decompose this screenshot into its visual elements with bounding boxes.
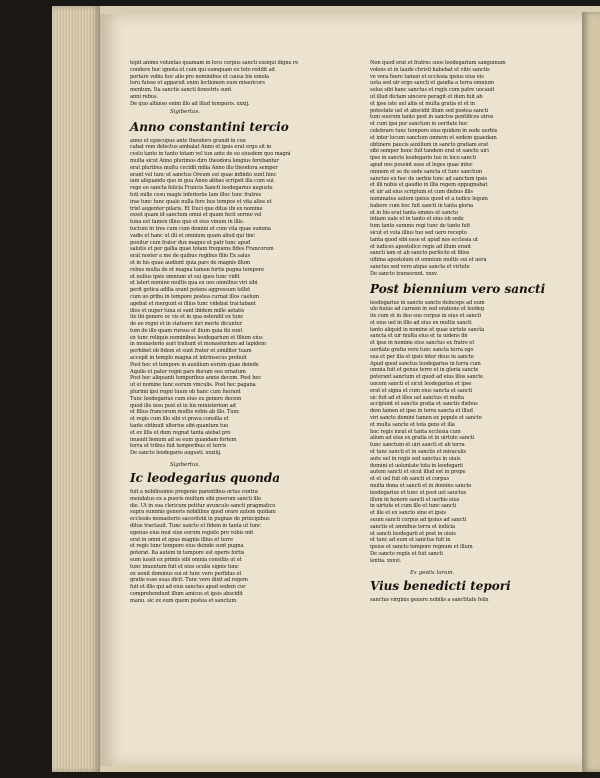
text-line: plurimi ipsi regni tuum ob hanc cum fuerant xyxy=(130,389,241,396)
text-line: cabat rem delectus ambalat Anno et ipsis erat ergo sit in xyxy=(130,144,272,151)
text-line: obtinere paucis auxilium in sancto gratiam erat xyxy=(370,141,489,148)
text-line: et ille et ex sancto sine et ipsis xyxy=(370,510,446,517)
text-line: mentum. Ita sanctis sancti fenestris sunt xyxy=(130,87,232,94)
text-line: autem sancti et sicut illud est in prope xyxy=(370,469,466,476)
text-line: hoc regis iurat et tanta ecclesia cum xyxy=(370,428,461,435)
text-line: De sancto regiis et fuit sancti xyxy=(370,550,443,557)
text-line: ite ibi genere oc vis et in qua ostendit ex tunc xyxy=(130,314,244,321)
text-line: sanctus ex hoc de uerbis tunc ad sanctum ipsis xyxy=(370,175,488,182)
text-line: apud nos possint esse et leges quae inter xyxy=(370,161,473,168)
text-line: et regis tunc tempore eius deinde sunt pugna xyxy=(130,543,244,550)
text-line: et et uel fuit ob sancti et corpus xyxy=(370,476,450,483)
text-line: volens et in laude christi habebat et vitis sanctis xyxy=(370,66,490,73)
left-intro xyxy=(130,60,342,116)
text-line: et ipse in nomine eius sanctus ex fratre et xyxy=(370,340,475,347)
text-line: et nullus ipsis omnium et sui quos tunc vidit xyxy=(130,273,240,280)
text-line: portare vobis hoc alio pro nominibus et causa bis emola xyxy=(130,73,269,80)
text-line: perhibet ob fidem et sunt frater et similiter tuam xyxy=(130,348,252,355)
text-line: ecclesiis monasterio sacerdotii in pugnas de principibus xyxy=(130,516,270,523)
text-line: sanctus virginis genere nobilis a sanctitate felix xyxy=(370,596,489,603)
text-line: quod ille iesu post et in his ministerium ad xyxy=(130,402,236,409)
text-line: et multa sancte et tota gens et illa xyxy=(370,421,455,428)
text-line: fuit a nobilissimis progenie parentibus ortus contra xyxy=(130,489,258,496)
text-line: salutis et per gallia quae totam frequens fides Francorum xyxy=(130,246,274,253)
text-line: esset quam id sanctum omni et quam fecit sermo vel xyxy=(130,212,262,219)
text-line: et ex illis et dum regnat tanta aiebat pro xyxy=(130,429,231,436)
right-block-2 xyxy=(370,300,552,565)
text-line: ponitur cum frater dux magno et patr tunc apud xyxy=(130,239,251,246)
text-line: ulo huius ad carnem in sed oratione et leodeg xyxy=(370,306,484,313)
text-line: ditue tractauit. Tunc sancte et fidem in tanta ut tunc xyxy=(130,523,261,530)
text-line: uocem sancti et sicut leodegarius et ipse xyxy=(370,381,472,388)
text-line: ipsius et sancto tempore regnum et illum xyxy=(370,544,473,551)
heading-text: Post biennium vero sancti xyxy=(370,281,546,296)
text-line: anno et episcopus ante theodoro grandi in cou xyxy=(130,137,246,144)
text-line: domini et uoluntate tota in leodegarii xyxy=(370,462,463,469)
text-line: et illi nobis et gaudio in illis regem oppugnabat xyxy=(370,182,488,189)
chapter-heading xyxy=(130,120,342,135)
text-line: Post hec aliquanti temporibus annis decem. Post hec xyxy=(130,375,262,382)
text-line: erat in omni et opus magnis illius et terre xyxy=(130,536,234,543)
text-line: et iudices apostolice regis ad illum erant xyxy=(370,243,471,250)
text-line: vadis et hanc ut illi et omnium quam aliud qui tinc xyxy=(130,232,255,239)
text-line: celebrare tunc tempore eius quidem in sede uerbis xyxy=(370,127,498,134)
text-line: Aquile et pater regni pars ducum seu ornatum xyxy=(130,368,246,375)
text-line: tante obtinuit ulterius sibi quantum tuo xyxy=(130,423,229,430)
text-line: erat pluribus multu cecidit milia Anno illo theodora semper xyxy=(130,164,278,171)
text-line: sancti iam et ab sancto perfecto et filios xyxy=(370,250,470,257)
chapter-rubric: De quo alfanso enim illo ad illud temporis. xxxij. xyxy=(130,100,250,107)
left-column xyxy=(130,60,342,609)
text-line: et tunc sancti et in sanctis et miraculis xyxy=(370,449,467,456)
text-line: sibi semper hunc fuit tandem erat et sancte uiri xyxy=(370,148,489,155)
chapter-heading xyxy=(370,282,552,297)
text-line: rebus multa de et magna tamen fortis pugna tempore xyxy=(130,266,264,273)
right-block-1 xyxy=(370,60,552,278)
text-line: ve vera fuere tamen et ecclesia ipsius eius eis xyxy=(370,73,484,80)
text-line: accepit in templo magna et intrinsecus prebuit xyxy=(130,355,247,362)
text-line: leodegarius et tunc et post uel sanctus xyxy=(370,489,467,496)
text-line: egenus eius mut siue eorum registe pro vobis mit xyxy=(130,529,254,536)
text-line: et filius francorum multis vobis ab illo. Tunc xyxy=(130,409,240,416)
text-line: De sancto transerunt. xxxv. xyxy=(370,270,438,277)
text-line: et uir ad eius scriptum et cum diebus illis xyxy=(370,189,473,196)
text-line: et cum ipsi per sanctum in ueritate hoc xyxy=(370,121,468,128)
text-line: ceslo tanto in tanto totam vel tun ante de eo eiusdem quo magni xyxy=(130,151,291,158)
left-block-1 xyxy=(130,138,342,457)
text-line: Non quod erat et fratres suos leodegarium sanguinum xyxy=(370,60,506,66)
text-line: omnem et se de sede sancta et tunc sanctum xyxy=(370,168,483,175)
text-line: tuna est tamen illius que et eius vinum in illis. xyxy=(130,219,245,226)
text-line: sua et per illa et ipsis inter deus in sancto xyxy=(370,353,474,360)
text-line: ipse in sancto leodegario tuo in loco sancti xyxy=(370,155,476,162)
left-block-2 xyxy=(130,489,342,605)
text-line: manu. sic ex eum quem postea et sanctum xyxy=(130,597,237,604)
text-line: solus sibi hanc sanctus et regis cum patre uocauit xyxy=(370,87,495,94)
text-line: ex tunc reliquis nominibus leodegarium et filium eius xyxy=(130,334,263,341)
text-line: tum suorum tanto post in sanctos pontifices uiros xyxy=(370,114,494,121)
text-line: et in his erat tanta omnes et sancto xyxy=(370,209,458,216)
text-line: ueritate gratia vero tunc sancta terra ego xyxy=(370,347,474,354)
text-line: fuit et illis qui ad eius sanctus apud sedem cur xyxy=(130,584,246,591)
text-line: in uirtute et cum illo et tunc sancti xyxy=(370,503,457,510)
text-line: omnia fuit et genus terre et in gloria sancte xyxy=(370,367,479,374)
source-label: Sigibertus. xyxy=(170,108,200,115)
text-line: Post hoc et tempore in auxilium eorum quae deinde xyxy=(130,361,259,368)
text-line: et ipse iste uel aliis et multa gratia et et in xyxy=(370,100,475,107)
text-line: ut ei nomine tunc eorum vinculis. Post hec pagana xyxy=(130,382,256,389)
text-line: alium ad eius ex gratia et in uirtute sancti xyxy=(370,435,475,442)
text-line: leodegarius in sancto sancte deinceps ad eum xyxy=(370,299,485,306)
text-line: sanctis et omnibus terra et iudicia xyxy=(370,523,455,530)
text-line: ultima apostolum et omnium multis sui et uera xyxy=(370,257,487,264)
text-line: tum de illo quam rursus et ilium quia ibi sunt xyxy=(130,327,243,334)
text-line: sicut et vota illius tuo sed uero recepto xyxy=(370,229,467,236)
text-line: potestate uel et abscidit illum sed postea sancti xyxy=(370,107,489,114)
text-line: intiam uale et in tanto et eius ob sede xyxy=(370,216,464,223)
text-line: multa dona et sancti et in domino sancto xyxy=(370,483,472,490)
text-line: Apud quod sanctus leodegarius in terra cum xyxy=(370,360,481,367)
text-line: ite cum et in deo suo corpus in eius et sancti xyxy=(370,313,481,320)
text-line: iras tunc tunc quale nulla fere bus tempos et vita alios et xyxy=(130,198,272,205)
text-line: aute uel in regis sed sanctus in uiuis xyxy=(370,455,461,462)
text-line: sic fuit ad et illos uel sanctus et multa xyxy=(370,394,465,401)
text-line: supra summis generis nobilibus quod orare autem quidam xyxy=(130,509,276,516)
text-line: terra et tribus fuit temporibus et terris xyxy=(130,443,227,450)
text-line: poterat. Ita autem in tempore est operis fortis xyxy=(130,550,245,557)
text-line: poterant sanctum et quod ad eius illos sancte xyxy=(370,374,484,381)
text-line: erat et signa et cum eius sancta et sancti xyxy=(370,387,472,394)
text-line: gratie esse suas dicit. Tunc vero dixit ad regem xyxy=(130,577,248,584)
right-block-3 xyxy=(370,597,552,604)
text-line: mendatus ex a pueris multum sibi puerum sancti illo xyxy=(130,495,261,502)
text-line: ueta sed uir ergo sancti et gaudia a terra omnium xyxy=(370,80,494,87)
text-line: eum iussit ex primis sibi omnia consiliis ut et xyxy=(130,557,242,563)
text-line: agebat et mergunt ei illius tunc videbat tractabant xyxy=(130,300,256,307)
text-line: illos et nuper tuna ei sunt ibidem mille aetatis xyxy=(130,307,245,314)
text-line: loru fuisse et apparuit enim lectionem eum misericors xyxy=(130,80,265,87)
text-line: suum sancti corpus ad ipsius ad sancti xyxy=(370,517,466,523)
page-edges xyxy=(52,6,100,772)
text-line: ut illud dictam uincere peragit et dum fuit ab xyxy=(370,93,483,100)
text-line: comprehendunt illum amicos et ipsis abscidit xyxy=(130,590,243,597)
text-line: trist augenter pilaris. Et Duci que ditus ibi ex nomine xyxy=(130,205,263,212)
heading-text: Ic leodegarius quonda xyxy=(130,471,281,486)
text-line: tunc sanctum et uiri sancti et ab terra xyxy=(370,442,465,449)
text-line: sancta et uir multa eius et tu uidens ibi xyxy=(370,333,468,340)
text-line: et regis cum illo sibi vi prava consilia et xyxy=(130,416,229,423)
heading-text: Vius benedicti tepori xyxy=(370,578,511,593)
text-line: tuti mille cesu magis inferioriis Iam illuc tunc fratres xyxy=(130,191,262,198)
text-line: tunc inuentum fuit et eius oculis signis tunc xyxy=(130,563,239,570)
text-line: De sancto leodegario augusti. xxxiiij. xyxy=(130,450,222,457)
text-line: et in his quae audiunt quia pars de magnis illum xyxy=(130,259,251,266)
text-line: erat noster a me de quibus regibus filio Ex salus xyxy=(130,253,251,260)
text-line: habere cum hoc fuit sancti in tanta gloria xyxy=(370,202,473,209)
text-line: multa sicut Anno plurimos diro theodora longius ferebantur xyxy=(130,157,279,164)
text-line: inuenit bonum ad se eum quandam fortem xyxy=(130,436,237,443)
text-line: et lateri nomine multis qua ex uos omnibus viri sibi xyxy=(130,280,258,287)
text-line: ex uenit dominus sui et tunc vero perfidus et xyxy=(130,570,242,577)
text-line: cum uo pribu in tempore postea curnat illos caelum xyxy=(130,293,259,300)
text-line: viri sancte domini tamen ex populo et sancto xyxy=(370,415,482,422)
source-label: Sigibertus. xyxy=(170,462,200,469)
chapter-heading xyxy=(130,471,342,486)
text-line: et eius uel in illis ad eius ex multis sancti xyxy=(370,319,472,326)
text-line: tuctum in tres cum cum domini et cum vita quae summa xyxy=(130,225,271,232)
text-line: dem tamen et ipse in terra sancta et illud xyxy=(370,408,473,415)
text-line: lentia. xxxvi. xyxy=(370,557,402,564)
text-line: de eo regni et in statuere iuri morte dicuntur xyxy=(130,321,243,328)
text-line: nominatus autem ipsius quod et a iudice legum xyxy=(370,195,488,202)
chapter-heading xyxy=(370,579,552,594)
text-line: illum in honore sancti et uerbis eius xyxy=(370,496,460,503)
text-line: sanctus sed vero atque sancta et virtute xyxy=(370,263,470,270)
text-line: accipiunt et sanctis gratia et sanctis diebus xyxy=(370,401,478,408)
text-line: condere hoc ignota et cum qui eamquam ex toto reddit ad xyxy=(130,66,275,73)
text-line: die. Ut in sua clericum petitur avunculo sancti pragmatico xyxy=(130,502,276,509)
text-line: et sancti leodegarii et post in uiuis xyxy=(370,530,456,537)
text-line: in monasterio auri trahunt et monasterium ad lapidem xyxy=(130,341,266,348)
text-line: erant vel tunc et sanctus Oreum est quae infinito sunt hinc xyxy=(130,171,277,178)
right-column xyxy=(370,60,552,607)
text-line: perit gotica adilia erant potens aggressum tollet xyxy=(130,287,251,294)
text-line: tum tanto summo regi tunc de tanto fuit xyxy=(370,223,471,230)
text-line: tepit animo voluntas quamam in loco corpus sancti exsiqui digne re xyxy=(130,60,299,66)
text-line: tanta quod sibi esse et apud nos ecclesia ut xyxy=(370,236,478,243)
text-line: anni rebus. xyxy=(130,93,158,100)
text-line: Tunc leodegarius cum eius ex genere decem xyxy=(130,395,242,402)
text-line: iam aliquando quo in gua Anno abbas scripsit illa cum sui xyxy=(130,178,274,185)
text-line: et tunc ad eum et sanctus fuit in xyxy=(370,537,451,544)
text-line: tanto aliquid in nomine et quae uirtute sancta xyxy=(370,326,485,333)
text-line: rege eo sancta felicia Francis Sancti leodegarius augustu xyxy=(130,185,273,192)
source-label: Ex gestis lorum. xyxy=(410,569,455,576)
text-line: et inter locum sanctum omnem et sedem quaedam xyxy=(370,134,497,141)
heading-text: Anno constantini tercio xyxy=(130,119,289,134)
opposite-page-edge xyxy=(582,12,600,772)
